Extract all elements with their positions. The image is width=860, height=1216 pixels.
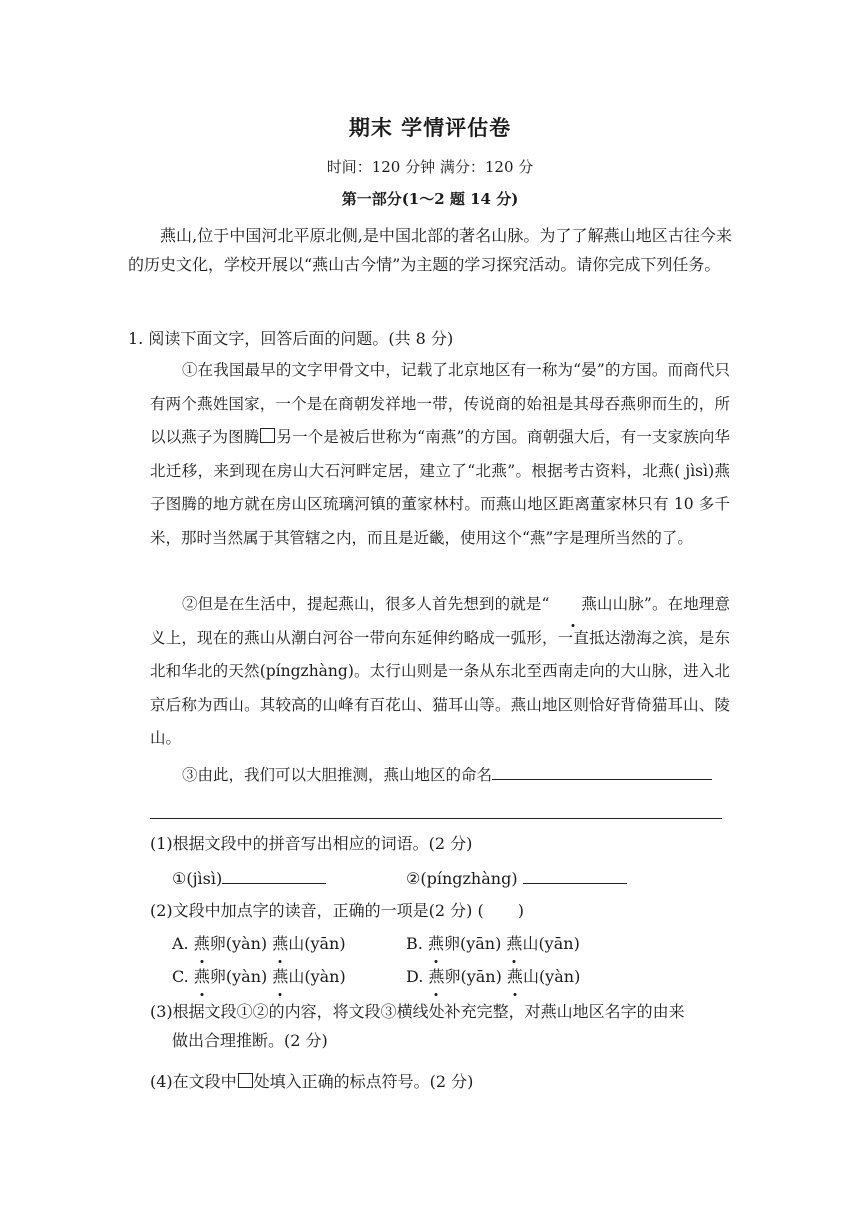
option-b-letter: B. (406, 934, 423, 953)
option-c-word-1: 卵(yàn) (209, 967, 268, 986)
option-b[interactable] (406, 929, 580, 958)
option-a-dot-2: 燕 (272, 929, 288, 958)
answer-blank-line[interactable] (150, 818, 722, 819)
passage-paragraph-3 (150, 759, 730, 793)
passage-p2-text-b: 山山脉”。在地理意义上，现在的燕山从潮白河谷一带向东延伸约略成一弧形，一直抵达渤海之滨，是东北和华北的天然(píngzhàng)。太行山则是一条从东北至西南走向的大山脉，进入北京后称为西山。其较高的山峰有百花山、猫耳山等。燕山地区则恰好背倚猫耳山、陵山。 (150, 595, 730, 747)
passage-p2-text-a: ②但是在生活中，提起燕山，很多人首先想到的就是“ (182, 595, 550, 613)
option-b-dot-1: 燕 (428, 929, 444, 958)
sub-question-2 (150, 896, 734, 925)
sub2-label-end: ) (517, 901, 524, 920)
sub1-item-2-label: ②(píngzhàng) (406, 869, 518, 888)
option-c-dot-2: 燕 (272, 962, 288, 991)
option-a-letter: A. (172, 934, 189, 953)
sub1-item-1-blank[interactable] (222, 865, 326, 884)
sub4-label-b: 处填入正确的标点符号。(2 分) (253, 1072, 474, 1091)
option-c-dot-1: 燕 (194, 962, 210, 991)
option-d-dot-1: 燕 (428, 962, 444, 991)
option-d-dot-2: 燕 (507, 962, 523, 991)
passage-paragraph-2 (150, 588, 730, 756)
sub1-item-1-label: ①(jìsì) (172, 869, 223, 888)
blank-box-icon (260, 428, 275, 443)
option-a[interactable] (172, 929, 346, 958)
option-b-word-1: 卵(yān) (443, 934, 502, 953)
sub4-label-a: (4)在文段中 (150, 1072, 237, 1091)
page-title: 期末 学情评估卷 (348, 116, 512, 140)
sub2-label: (2)文段中加点字的读音，正确的一项是(2 分) ( (150, 901, 484, 920)
time-info: 时间：120 分钟 满分：120 分 (326, 158, 534, 176)
option-b-dot-2: 燕 (506, 929, 522, 958)
sub1-item-1 (172, 864, 326, 893)
option-a-word-2: 山(yān) (288, 934, 346, 953)
sub1-item-2 (406, 864, 627, 893)
sub-question-1: (1)根据文段中的拼音写出相应的词语。(2 分) (150, 834, 473, 853)
question-1-stem: 1. 阅读下面文字，回答后面的问题。(共 8 分) (128, 329, 454, 348)
option-a-word-1: 卵(yàn) (209, 934, 268, 953)
sub1-item-2-blank[interactable] (523, 865, 627, 884)
passage-p1-text-a: ①在我国最早的文字甲骨文中，记载了北京地区有一称为“晏”的方国。而商代只有两个燕姓国家，一个是在商朝发祥地一带，传说商的始祖是其母吞燕卵而生的，所以以燕子为图腾 (150, 361, 730, 446)
sub-question-4 (150, 1067, 734, 1096)
intro-paragraph: 燕山,位于中国河北平原北侧,是中国北部的著名山脉。为了了解燕山地区古往今来的历史文化，学校开展以“燕山古今情”为主题的学习探究活动。请你完成下列任务。 (128, 226, 732, 274)
option-c[interactable] (172, 962, 346, 991)
option-b-word-2: 山(yān) (522, 934, 580, 953)
option-d-letter: D. (406, 967, 424, 986)
sub-question-3 (150, 997, 734, 1055)
passage-p3-text: ③由此，我们可以大胆推测，燕山地区的命名 (182, 766, 493, 784)
part-label: 第一部分(1～2 题 14 分) (341, 190, 519, 208)
option-a-dot-1: 燕 (194, 929, 210, 958)
option-d[interactable] (406, 962, 580, 991)
blank-box-icon-ref (238, 1073, 253, 1088)
dotted-char: 燕 (549, 588, 597, 622)
answer-blank-inline[interactable] (492, 761, 712, 780)
sub3-line-1: (3)根据文段①②的内容，将文段③横线处补充完整，对燕山地区名字的由来 (150, 1002, 685, 1021)
option-d-word-2: 山(yàn) (522, 967, 581, 986)
option-c-letter: C. (172, 967, 189, 986)
option-c-word-2: 山(yàn) (288, 967, 346, 986)
sub3-line-2: 做出合理推断。(2 分) (172, 1031, 328, 1050)
passage-p1-text-b: 另一个是被后世称为“南燕”的方国。商朝强大后，有一支家族向华北迁移，来到现在房山大石河畔定居，建立了“北燕”。根据考古资料，北燕( jìsì)燕子图腾的地方就在房山区琉璃河镇的董家林村。而燕山地区距离董家林只有 10 多千米，那时当然属于其管辖之内，而且是近畿，使用这个“燕”字是理所当然的了。 (150, 428, 730, 547)
passage-paragraph-1 (150, 354, 730, 555)
option-d-word-1: 卵(yān) (444, 967, 502, 986)
